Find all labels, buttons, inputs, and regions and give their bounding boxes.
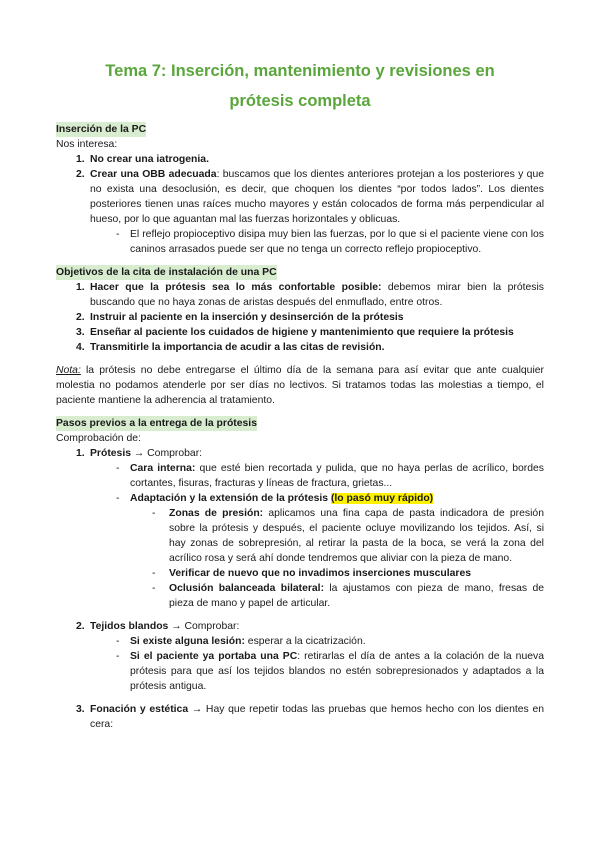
sub-list-item: - El reflejo propioceptivo disipa muy bien las fuerzas, por lo que si el paciente viene con los caninos arrasados puede ser que no tenga un correcto reflejo propioceptivo. [116,229,544,255]
numbered-list [56,446,544,732]
document-page [56,56,544,732]
section-objetivos [56,265,544,355]
section-heading: Pasos previos a la entrega de la prótesis [56,418,257,429]
list-item: 1. Hacer que la prótesis sea lo más confortable posible: debemos mirar bien la prótesis buscando que no haya zonas de aristas después del enmuflado, entre otros. [76,282,544,308]
page-title [56,56,544,116]
section-intro: Nos interesa: [56,139,118,150]
note-paragraph: Nota: la prótesis no debe entregarse el último día de la semana para así evitar que ante cualquier molestia no podamos atenderle por ser días no lectivos. Si tratamos todas las molestias a tiempo, el paciente mantiene la adherencia al tratamiento. [56,365,544,406]
list-item: 1. No crear una iatrogenia. [76,154,209,165]
numbered-list [56,152,544,257]
list-item: 2. Crear una OBB adecuada: buscamos que los dientes anteriores protejan a los posteriores y que no exista una desoclusión, es decir, que choquen los dientes “por todos lados”. Los dientes posteriores tienen unas raíces mucho mayores y están colocados de forma más perpendicular al hueso, por lo que aguantan mal las fuerzas horizontales y oblicuas. [76,169,545,225]
sub-list-item: - Cara interna: que esté bien recortada y pulida, que no haya perlas de acrílico, bordes cortantes, fisuras, fracturas y líneas de fractura, grietas... [116,463,544,489]
list-item: 3. Fonación y estética → Hay que repetir todas las pruebas que hemos hecho con los dientes en cera: [76,704,544,730]
sub-list-item: - Si el paciente ya portaba una PC: retirarlas el día de antes a la colación de la nueva prótesis para que así los tejidos blandos no estén sobrepresionados y adaptados a la prótesis antigua. [116,651,544,692]
section-pasos-previos [56,416,544,732]
section-heading: Inserción de la PC [56,124,147,135]
sub-sub-list-item: - Zonas de presión: aplicamos una fina capa de pasta indicadora de presión sobre la prótesis y después, el paciente ocluye movilizando los tejidos. Así, si hay zonas de sobrepresión, al retirar la pasta de la boca, se verá la zona del acrílico rosa y será ahí donde tendremos que aliviar con la pieza de mano. [152,508,544,564]
section-insercion [56,122,544,257]
note-label: Nota: [56,365,81,376]
sub-sub-list-item: - Oclusión balanceada bilateral: la ajustamos con pieza de mano, fresas de pieza de mano y papel de articular. [152,583,545,609]
title-line-2: prótesis completa [229,92,371,110]
sub-list-item: - Si existe alguna lesión: esperar a la cicatrización. [116,636,366,647]
sub-list-item: - Adaptación y la extensión de la prótesis (lo pasó muy rápido) [116,493,434,504]
list-item: 2. Instruir al paciente en la inserción y desinserción de la prótesis [76,312,404,323]
title-line-1: Tema 7: Inserción, mantenimiento y revisiones en [105,62,495,80]
list-item: 3. Enseñar al paciente los cuidados de higiene y mantenimiento que requiere la prótesis [76,327,514,338]
list-item: 1. Prótesis → Comprobar: [76,448,203,459]
numbered-list [56,280,544,355]
section-intro: Comprobación de: [56,433,141,444]
list-item: 4. Transmitirle la importancia de acudir a las citas de revisión. [76,342,385,353]
list-item: 2. Tejidos blandos → Comprobar: [76,621,240,632]
sub-sub-list-item: - Verificar de nuevo que no invadimos inserciones musculares [152,568,472,579]
section-heading: Objetivos de la cita de instalación de una PC [56,267,277,278]
highlight: (lo pasó muy rápido) [330,493,434,504]
